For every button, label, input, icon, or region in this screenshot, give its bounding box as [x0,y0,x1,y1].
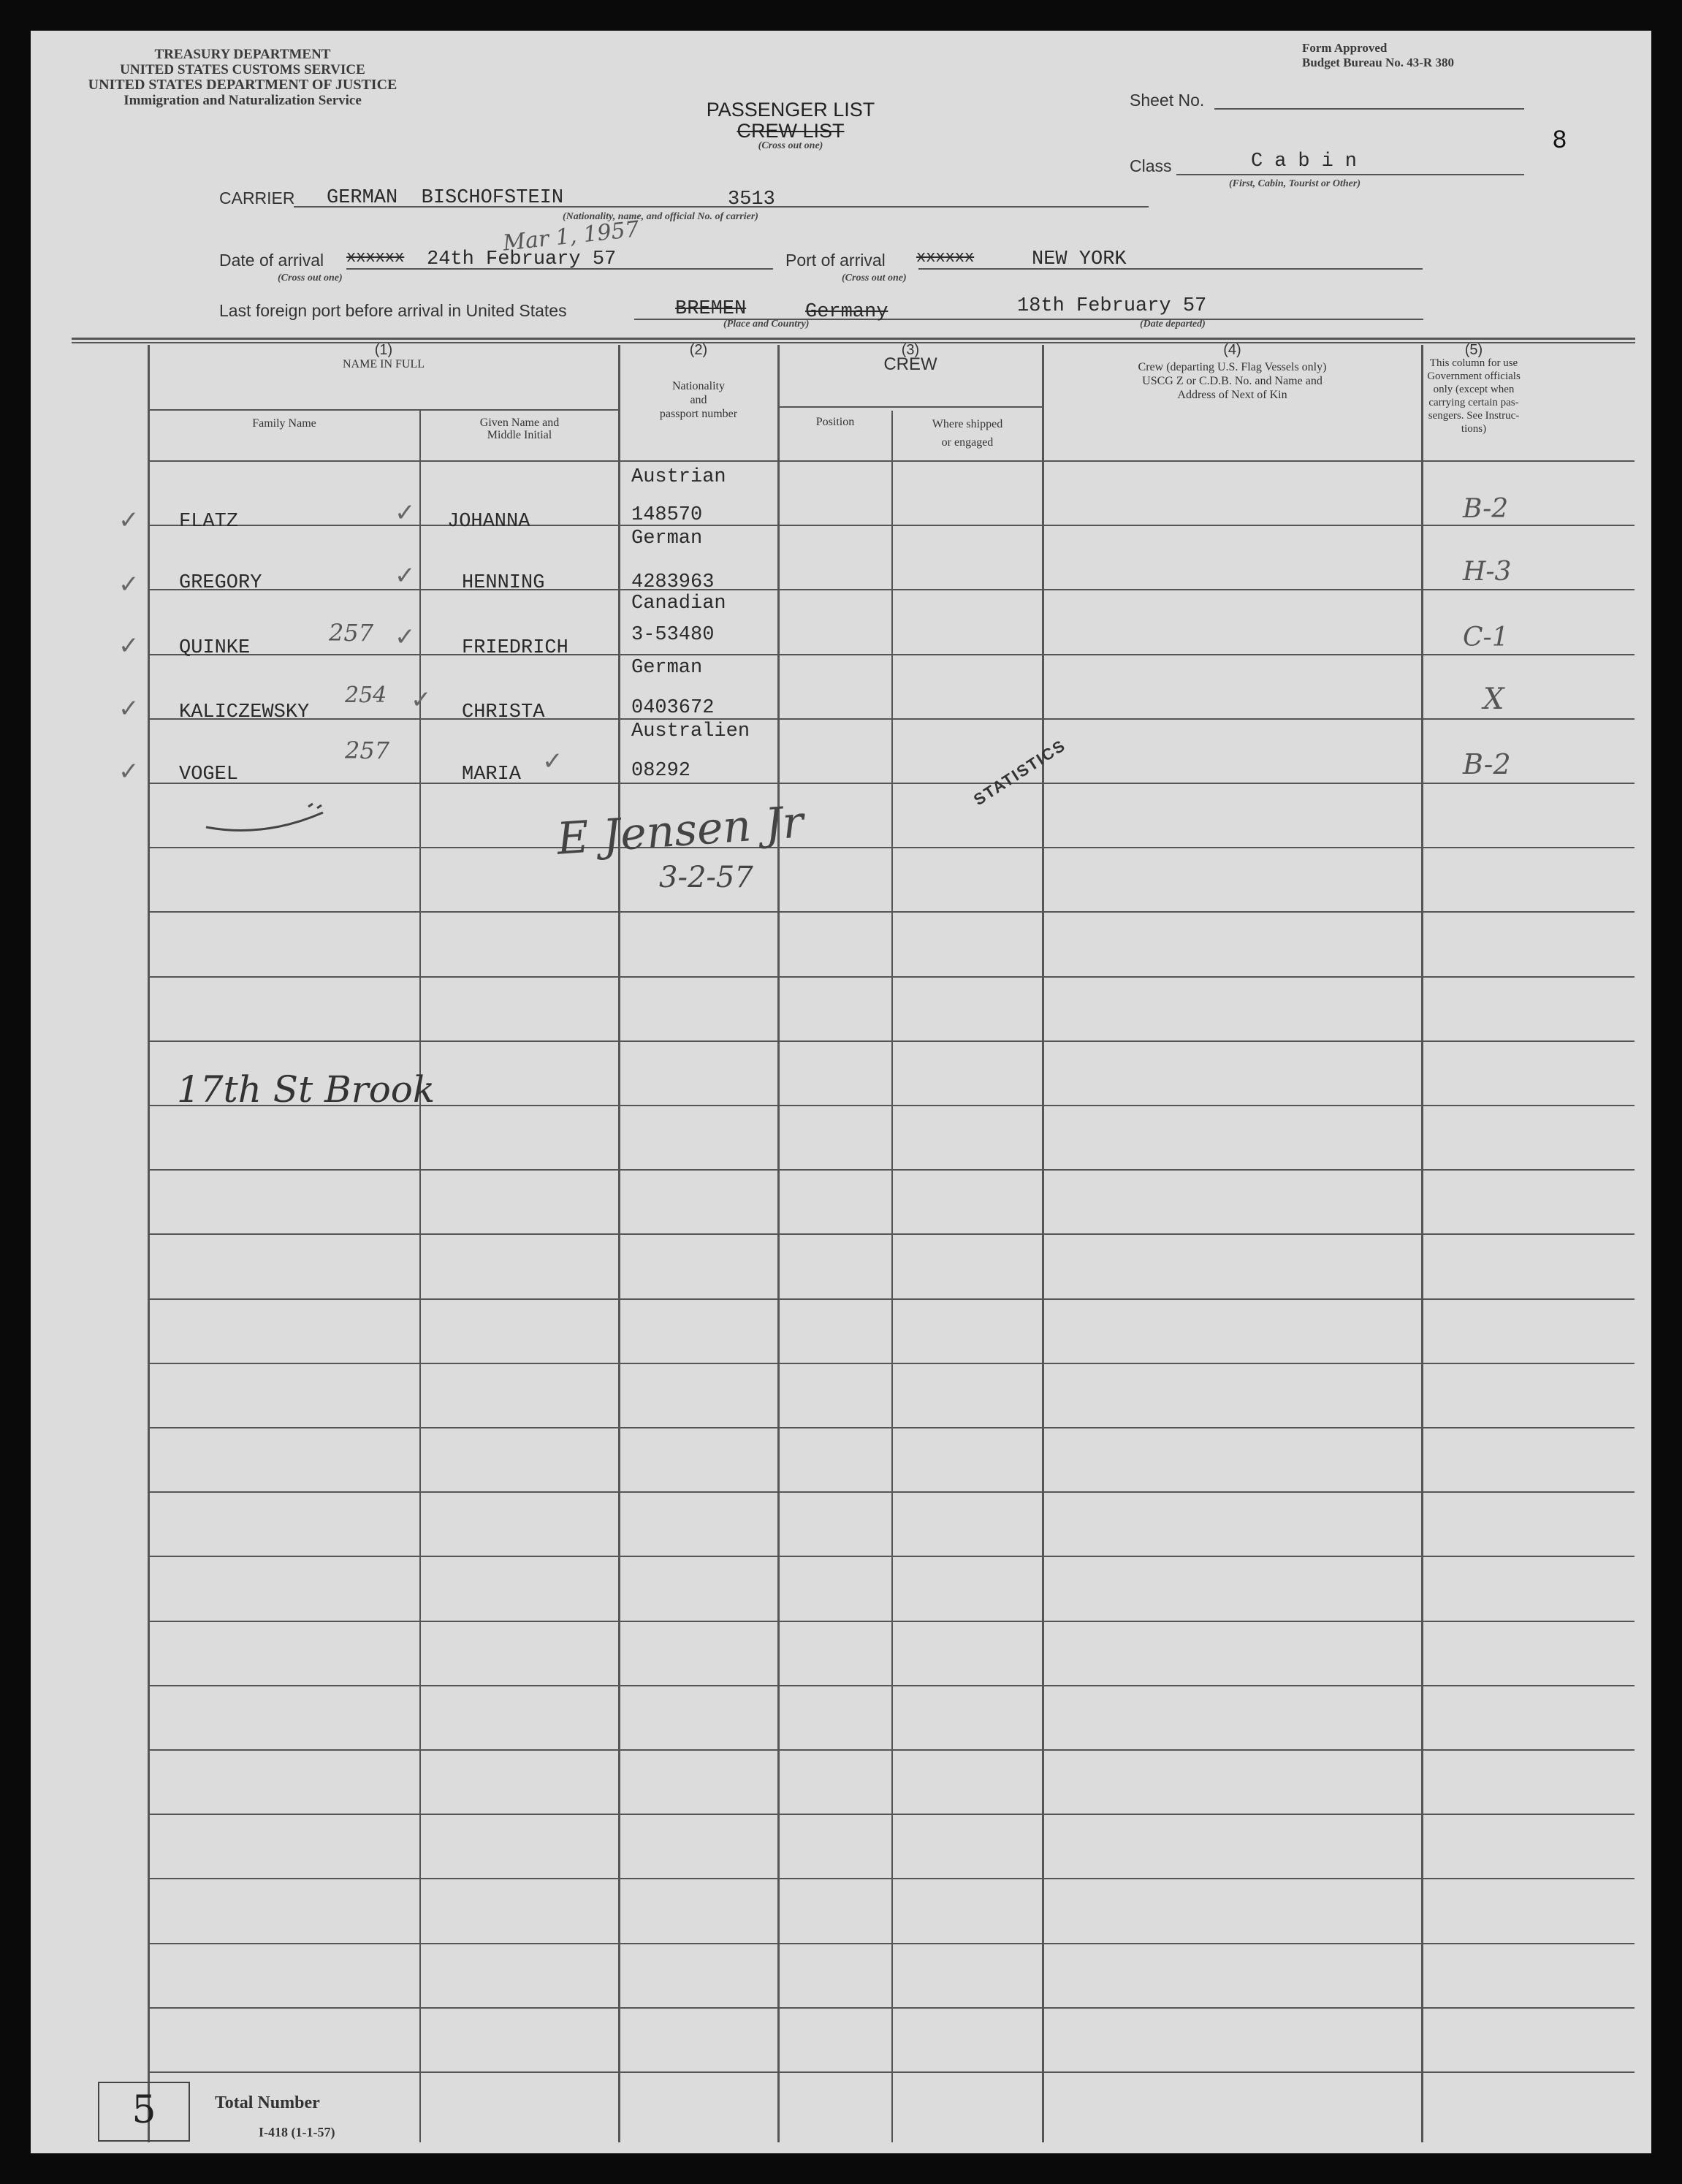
col-line-3a-3b [891,411,893,2142]
nationality: Austrian [631,466,726,488]
given-name: JOHANNA [447,511,530,533]
check-icon: ✓ [118,631,140,661]
arrival-date-handwritten: Mar 1, 1957 [501,216,641,256]
row-rule [149,911,1635,913]
row-rule [149,1040,1635,1042]
nationality: German [631,528,703,549]
col4-line-1: Crew (departing U.S. Flag Vessels only) [1138,361,1327,373]
arrival-port-value: NEW YORK [1032,248,1127,270]
check-icon: ✓ [395,498,416,528]
col-line-1a-1b [419,411,421,2142]
statistics-stamp: STATISTICS [970,736,1070,810]
total-number-box [98,2082,190,2142]
check-icon: ✓ [118,694,140,723]
given-name: MARIA [462,764,522,785]
agency-header [53,47,433,108]
form-number: I-418 (1-1-57) [259,2125,335,2139]
col2-line-2: and [690,394,707,406]
col1-title: NAME IN FULL [343,358,425,370]
check-icon: ✓ [118,757,140,786]
col3-header [779,342,1042,374]
given-name: CHRISTA [462,701,545,723]
col2-header [620,343,777,421]
given-name: FRIEDRICH [462,637,568,659]
col4-line-2: USCG Z or C.D.B. No. and Name and [1142,375,1323,387]
passport-number: 148570 [631,504,703,526]
class-label: Class [1130,156,1172,175]
col3b-line-2: or engaged [941,436,994,449]
row-rule [149,847,1635,848]
approval-block [1302,41,1454,70]
col-line-2-3 [777,345,780,2142]
arrival-port-label: Port of arrival [785,251,886,270]
foreign-port-place-note: (Place and Country) [723,319,810,330]
foreign-port-label: Last foreign port before arrival in United States [219,301,567,320]
col5-header [1423,343,1525,435]
col-line-left [148,345,150,2142]
agency-line-1: TREASURY DEPARTMENT [154,47,331,62]
official-mark: B-2 [1463,494,1509,524]
row-rule [149,525,1635,526]
sheet-label: Sheet No. [1130,91,1205,110]
col4-number: (4) [1223,342,1241,358]
foreign-port-date-note: (Date departed) [1140,319,1206,330]
col3-subheader-rule [779,406,1042,408]
row-rule [149,1298,1635,1300]
col1-header [149,343,618,371]
arrival-date-note: (Cross out one) [278,273,343,284]
row-rule [149,718,1635,720]
col-line-1-2 [618,345,620,2142]
carrier-label: CARRIER [219,189,295,208]
form-title: PASSENGER LIST [706,99,875,121]
total-number-label: Total Number [215,2093,320,2112]
class-line [1176,174,1524,175]
family-name: QUINKE [179,637,251,659]
total-number-value: 5 [132,2088,156,2132]
signature-date: 3-2-57 [659,861,753,894]
col1b-header [421,416,618,441]
col-line-4-5 [1421,345,1423,2142]
handwritten-note: 17th St Brook [177,1068,435,1111]
check-icon: ✓ [118,570,140,599]
arrival-port-line [918,268,1423,270]
row-rule [149,1685,1635,1686]
check-icon: ✓ [395,561,416,590]
col4-line-3: Address of Next of Kin [1177,389,1287,401]
passport-number: 08292 [631,760,691,782]
row-rule [149,1491,1635,1493]
title-note: (Cross out one) [758,140,823,151]
col1b-line-1: Given Name and [479,416,560,429]
sheet-line [1214,108,1524,110]
row-note: 254 [345,682,387,708]
col1-subheader-rule [149,409,618,411]
arrival-port-struck: xxxxxx [916,248,975,267]
passenger-list-form [31,31,1651,2153]
nationality: Australien [631,720,750,742]
col3-title: CREW [883,354,937,374]
foreign-port-date: 18th February 57 [1017,295,1207,317]
row-rule [149,460,1635,462]
col3a-header: Position [815,416,855,428]
inspector-signature: E Jensen Jr [555,796,805,865]
table-top-rule-1 [72,338,1635,340]
row-note: 257 [329,619,374,647]
row-rule [149,589,1635,590]
row-rule [149,1814,1635,1815]
arrival-date-label: Date of arrival [219,251,324,270]
class-value: Cabin [1251,151,1369,172]
col2-number: (2) [689,342,708,358]
row-rule [149,783,1635,784]
col5-line-6: tions) [1461,423,1487,435]
family-name: KALICZEWSKY [179,701,310,723]
row-rule [149,1169,1635,1171]
nationality: German [631,657,703,679]
agency-line-3: UNITED STATES DEPARTMENT OF JUSTICE [88,77,397,93]
row-rule [149,1749,1635,1751]
agency-line-4: Immigration and Naturalization Service [123,93,362,108]
col3b-header [893,415,1042,452]
row-rule [149,976,1635,978]
flourish-mark [199,798,345,842]
col5-line-4: carrying certain pas- [1428,397,1519,408]
col1b-line-2: Middle Initial [487,429,552,441]
row-rule [149,1363,1635,1364]
row-rule [149,2071,1635,2073]
col5-line-1: This column for use [1429,357,1518,369]
row-rule [149,1233,1635,1235]
official-mark: C-1 [1463,623,1509,652]
col3-number: (3) [901,342,920,358]
given-name: HENNING [462,572,545,594]
family-name: GREGORY [179,572,262,594]
check-icon: ✓ [542,747,563,776]
arrival-date-value: 24th February 57 [427,248,617,270]
col3b-line-1: Where shipped [932,418,1003,430]
passport-number: 4283963 [631,571,715,593]
row-rule [149,1943,1635,1944]
row-rule [149,1556,1635,1557]
row-rule [149,2007,1635,2009]
carrier-value: GERMAN BISCHOFSTEIN [327,187,564,209]
col4-header [1043,343,1421,402]
foreign-port-country: Germany [805,301,888,323]
row-rule [149,1621,1635,1622]
check-icon: ✓ [395,623,416,652]
row-rule [149,1427,1635,1428]
col2-line-3: passport number [659,408,738,420]
col5-line-5: sengers. See Instruc- [1428,410,1520,422]
passport-number: 3-53480 [631,624,715,646]
family-name: FLATZ [179,511,239,533]
official-mark: B-2 [1463,748,1511,780]
col1a-header: Family Name [252,417,316,430]
col5-line-3: only (except when [1433,384,1515,395]
official-mark: H-3 [1463,557,1512,587]
approval-line-2: Budget Bureau No. 43-R 380 [1302,56,1454,69]
crew-list-struck: CREW LIST [737,120,845,142]
row-note: 257 [345,737,390,764]
col1-number: (1) [374,342,393,358]
passport-number: 0403672 [631,697,715,719]
row-rule [149,1878,1635,1879]
check-icon: ✓ [411,685,432,715]
agency-line-2: UNITED STATES CUSTOMS SERVICE [120,62,365,77]
row-rule [149,654,1635,655]
carrier-note: (Nationality, name, and official No. of carrier) [563,211,758,222]
sheet-number: 8 [1553,126,1567,153]
class-note: (First, Cabin, Tourist or Other) [1229,178,1361,189]
foreign-port-place: BREMEN [675,298,747,320]
approval-line-1: Form Approved [1302,41,1388,55]
col-line-3-4 [1042,345,1044,2142]
col5-line-2: Government officials [1427,370,1521,382]
nationality: Canadian [631,593,726,615]
official-mark: X [1483,682,1504,716]
arrival-port-note: (Cross out one) [842,273,907,284]
col5-number: (5) [1464,342,1483,358]
form-title-block [644,99,937,152]
arrival-date-struck: xxxxxx [346,248,405,267]
col2-line-1: Nationality [672,380,725,392]
check-icon: ✓ [118,506,140,535]
carrier-number: 3513 [728,189,775,210]
family-name: VOGEL [179,764,239,785]
